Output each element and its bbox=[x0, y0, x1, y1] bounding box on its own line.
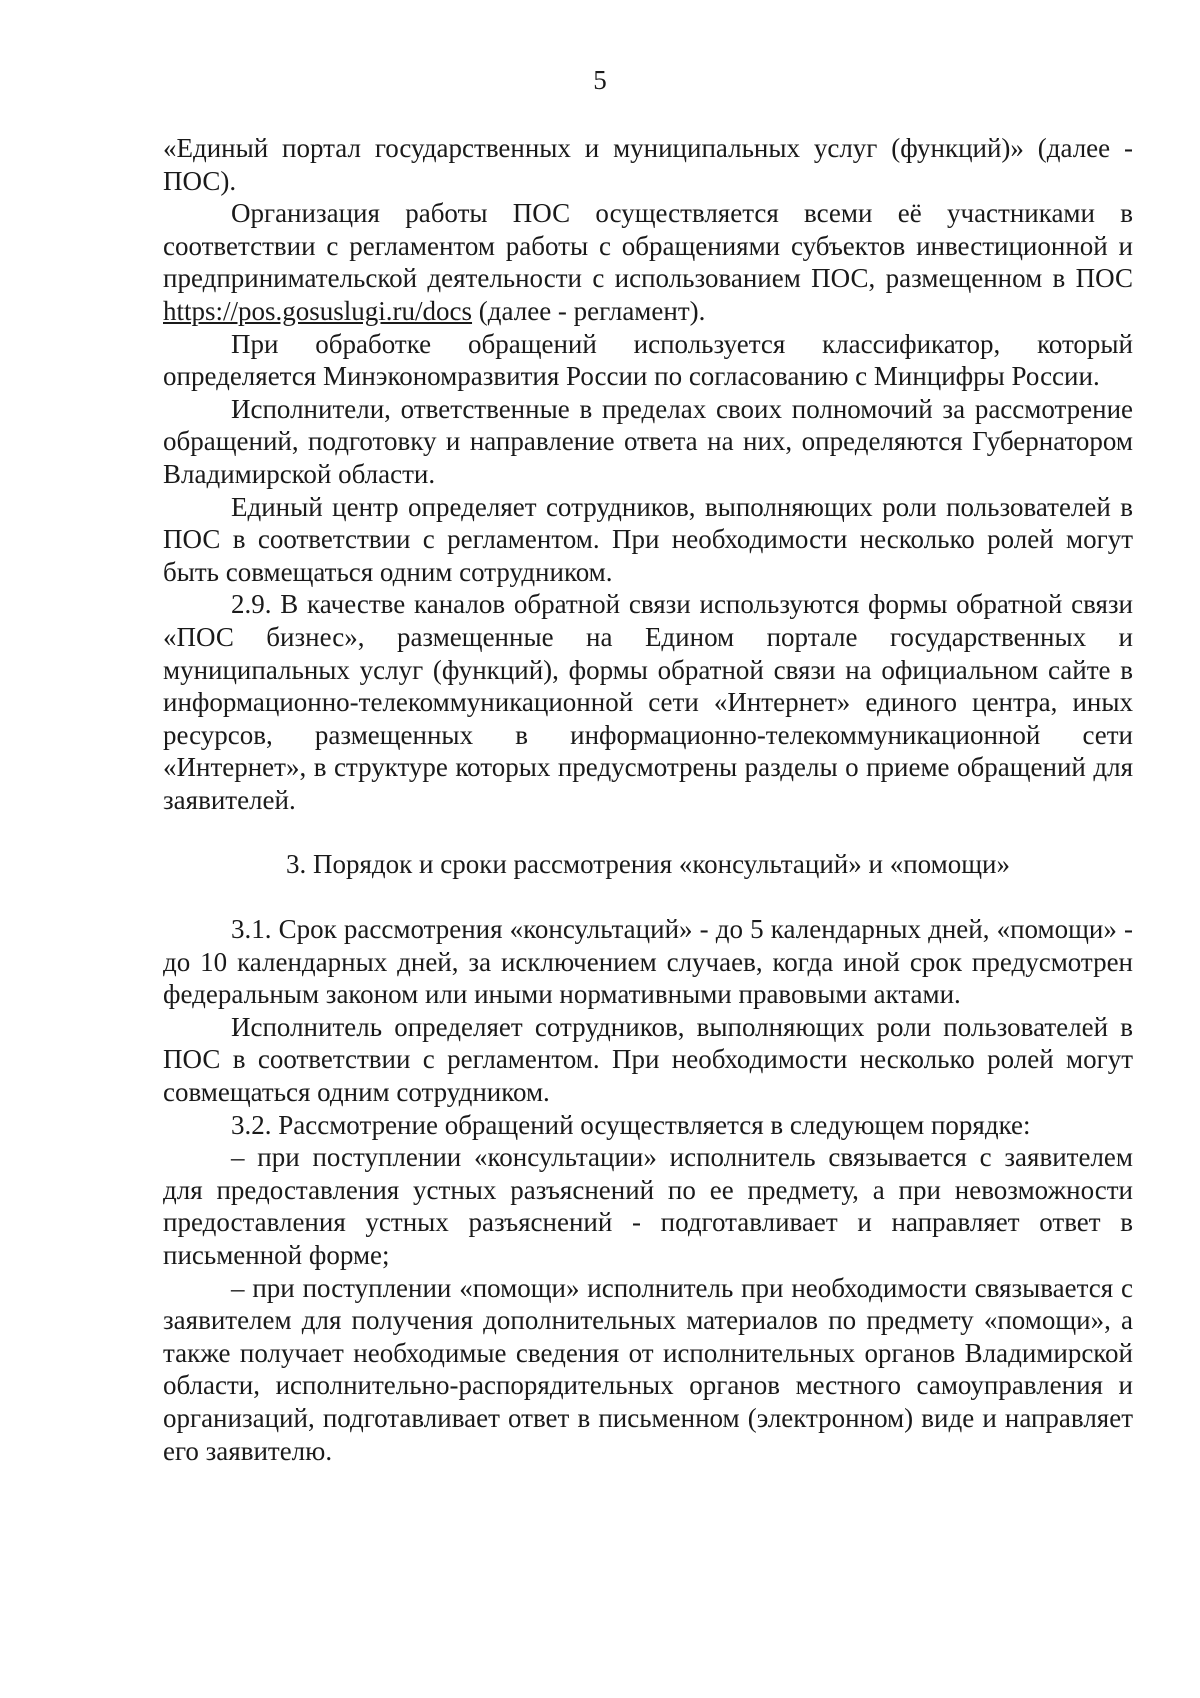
paragraph-single-center: Единый центр определяет сотрудников, выполняющих роли пользователей в ПОС в соответствии с регламентом. При необходимости несколько ролей могут быть совмещаться одним сотрудником. bbox=[163, 491, 1133, 587]
paragraph-executors: Исполнители, ответственные в пределах своих полномочий за рассмотрение обращений, подготовку и направление ответа на них, определяются Губернатором Владимирской области. bbox=[163, 393, 1133, 489]
paragraph-review-order: 3.2. Рассмотрение обращений осуществляется в следующем порядке: bbox=[231, 1109, 1031, 1140]
section-heading: 3. Порядок и сроки рассмотрения «консультаций» и «помощи» bbox=[286, 849, 1010, 880]
paragraph-pos-organization bbox=[163, 197, 1133, 327]
page-number: 5 bbox=[593, 65, 607, 95]
paragraph-feedback-channels: 2.9. В качестве каналов обратной связи используются формы обратной связи «ПОС бизнес», размещенные на Едином портале государственных и муниципальных услуг (функций), формы обратной связи на официальном сайте в информационно-телекоммуникационной сети «Интернет» единого центра, иных ресурсов, размещенных в информационно-телекоммуникационной сети «Интернет», в структуре которых предусмотрены разделы о приеме обращений для заявителей. bbox=[163, 589, 1133, 815]
paragraph-help-procedure: – при поступлении «помощи» исполнитель при необходимости связывается с заявителем для получения дополнительных материалов по предмету «помощи», а также получает необходимые сведения от исполнительных органов Владимирской области, исполнительно-распорядительных органов местного самоуправления и организаций, подготавливает ответ в письменном (электронном) виде и направляет его заявителю. bbox=[163, 1272, 1133, 1466]
paragraph-classifier: При обработке обращений используется классификатор, который определяется Минэкономразвития России по согласованию с Минцифры России. bbox=[163, 328, 1133, 392]
paragraph-review-terms: 3.1. Срок рассмотрения «консультаций» - до 5 календарных дней, «помощи» - до 10 календарных дней, за исключением случаев, когда иной срок предусмотрен федеральным законом или иными нормативными правовыми актами. bbox=[163, 914, 1133, 1010]
spacer bbox=[163, 881, 1133, 913]
spacer bbox=[163, 816, 1133, 848]
paragraph-text: Организация работы ПОС осуществляется всеми её участниками в соответствии с регламентом работы с обращениями субъектов инвестиционной и предпринимательской деятельности с использованием ПОС, размещенном в ПОС bbox=[163, 198, 1133, 294]
paragraph-pos-definition: «Единый портал государственных и муниципальных услуг (функций)» (далее - ПОС). bbox=[163, 133, 1133, 196]
paragraph-executor-roles: Исполнитель определяет сотрудников, выполняющих роли пользователей в ПОС в соответствии с регламентом. При необходимости несколько ролей могут совмещаться одним сотрудником. bbox=[163, 1011, 1133, 1108]
docs-link[interactable]: https://pos.gosuslugi.ru/docs bbox=[163, 295, 473, 326]
paragraph-consultation-procedure: – при поступлении «консультации» исполнитель связывается с заявителем для предоставления устных разъяснений по ее предмету, а при невозможности предоставления устных разъяснений - подготавливает и направляет ответ в письменной форме; bbox=[163, 1142, 1133, 1270]
paragraph-text: (далее - регламент). bbox=[472, 295, 706, 326]
document-body bbox=[163, 132, 1133, 1467]
